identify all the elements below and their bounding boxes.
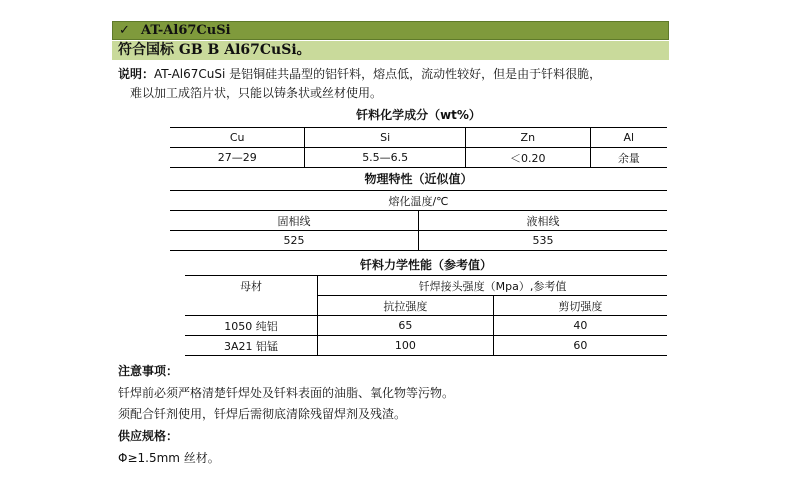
value-cell-cu: 27—29: [170, 148, 305, 168]
supply-line-1: Φ≥1.5mm 丝材。: [118, 451, 220, 465]
description-text-1: AT-Al67CuSi 是铝铜硅共晶型的铝钎料，熔点低，流动性较好，但是由于钎料很脆，: [154, 67, 602, 81]
tensile-header: 抗拉强度: [318, 296, 494, 316]
table-row: [170, 128, 667, 148]
table-row: [170, 231, 667, 251]
table-row: [170, 191, 667, 211]
base-1050: 1050 纯铝: [185, 316, 318, 336]
liquidus-header: 液相线: [419, 211, 668, 231]
header-cell-zn: Zn: [465, 128, 590, 148]
value-cell-al: 余量: [590, 148, 667, 168]
table-row: [185, 276, 667, 296]
solidus-header: 固相线: [170, 211, 419, 231]
composition-table: [170, 127, 667, 168]
check-icon: ✓: [119, 23, 130, 38]
mechanical-title: 钎料力学性能（参考值）: [359, 258, 492, 272]
supply-title: 供应规格：: [118, 429, 179, 443]
table-row: [185, 316, 667, 336]
value-cell-si: 5.5—6.5: [305, 148, 466, 168]
description-label: 说明：: [118, 67, 155, 81]
description-line-1: [118, 66, 601, 82]
table-row: [185, 336, 667, 356]
product-header-bar: [112, 21, 669, 40]
shear-header: 剪切强度: [493, 296, 667, 316]
tensile-3a21: 100: [318, 336, 494, 356]
base-3a21: 3A21 铝锰: [185, 336, 318, 356]
standard-bar: [112, 41, 669, 60]
base-material-header-cont: [185, 296, 318, 316]
mechanical-table: [185, 275, 667, 356]
base-material-header: 母材: [185, 276, 318, 296]
melting-temp-header: 熔化温度/℃: [170, 191, 667, 211]
composition-title: 钎料化学成分（wt%）: [356, 108, 481, 122]
notes-line-2: 须配合钎剂使用，钎焊后需彻底清除残留焊剂及残渣。: [118, 407, 407, 421]
standard-text: 符合国标 GB B Al67CuSi。: [118, 42, 311, 58]
product-name: AT-Al67CuSi: [141, 23, 231, 38]
notes-title: 注意事项：: [118, 364, 179, 378]
joint-strength-header: 钎焊接头强度（Mpa）,参考值: [318, 276, 668, 296]
physical-title: 物理特性（近似值）: [364, 172, 473, 186]
header-cell-si: Si: [305, 128, 466, 148]
solidus-value: 525: [170, 231, 419, 251]
shear-1050: 40: [493, 316, 667, 336]
notes-line-1: 钎焊前必须严格清楚钎焊处及钎料表面的油脂、氧化物等污物。: [118, 386, 455, 400]
table-row: [185, 296, 667, 316]
value-cell-zn: ＜0.20: [465, 148, 590, 168]
shear-3a21: 60: [493, 336, 667, 356]
description-line-2: 难以加工成箔片状，只能以铸条状或丝材使用。: [130, 86, 383, 100]
table-row: [170, 148, 667, 168]
liquidus-value: 535: [419, 231, 668, 251]
header-cell-al: Al: [590, 128, 667, 148]
physical-table: [170, 190, 667, 251]
table-row: [170, 211, 667, 231]
tensile-1050: 65: [318, 316, 494, 336]
header-cell-cu: Cu: [170, 128, 305, 148]
